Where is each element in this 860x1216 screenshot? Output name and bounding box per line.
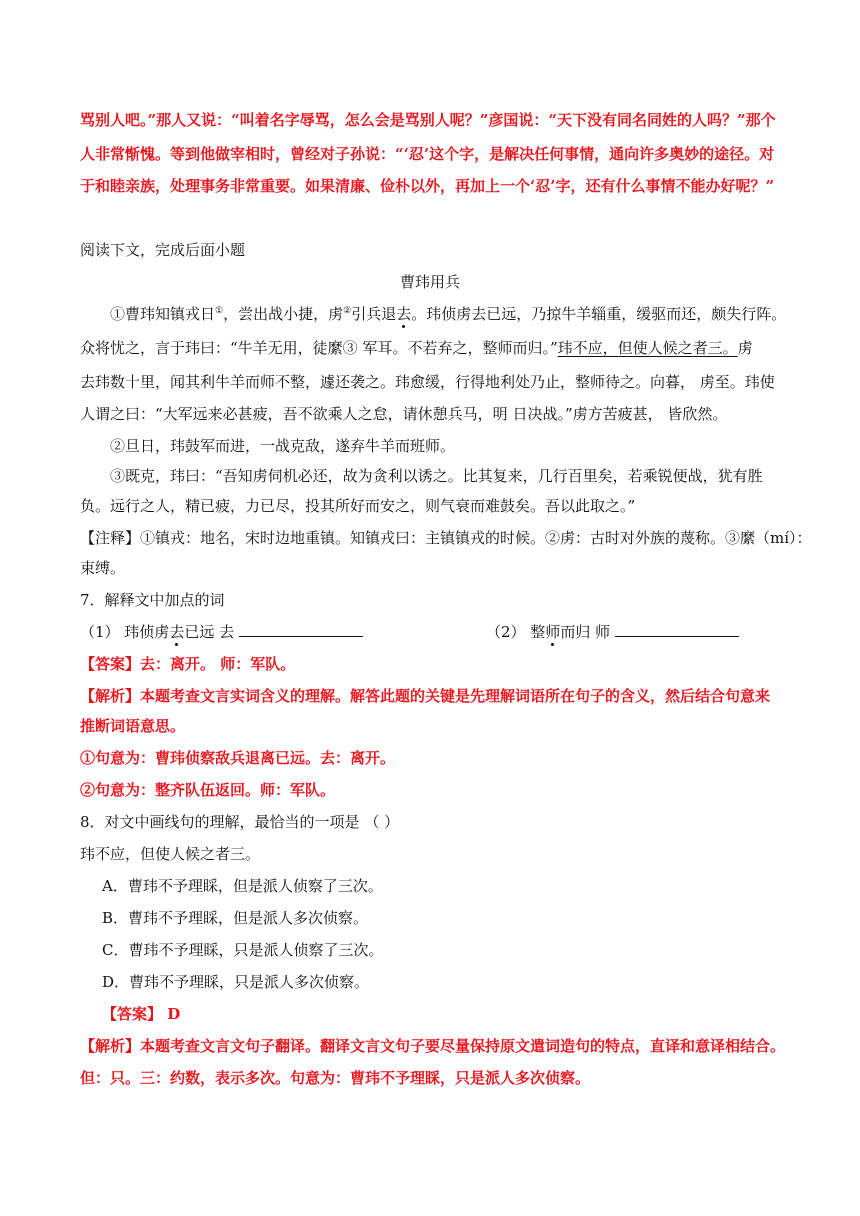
prev-answer-line-3: 于和睦亲族，处理事务非常重要。如果清廉、俭朴以外，再加上一个‘忍’字，还有什么事情不能办好呢？” xyxy=(80,177,775,195)
q7-analysis-line-2: 推断词语意思。 xyxy=(80,717,186,735)
q7-analysis-line-4: ②句意为：整齐队伍返回。师：军队。 xyxy=(80,781,336,799)
q8-answer: 【答案】 D xyxy=(102,1005,181,1023)
q8-sentence: 玮不应，但使人候之者三。 xyxy=(80,845,261,863)
q7-analysis-line-1: 【解析】本题考查文言实词含义的理解。解答此题的关键是先理解词语所在句子的含义，然后结合句意来 xyxy=(80,687,771,705)
prev-answer-line-2: 人非常惭愧。等到他做宰相时，曾经对子孙说：“‘忍’这个字，是解决任何事情，通向许多奥妙的途径。对 xyxy=(80,145,775,163)
q8-analysis-line-1: 【解析】本题考查文言文句子翻译。翻译文言文句子要尽量保持原文遣词造句的特点，直译和意译相结合。 xyxy=(80,1037,786,1055)
q8-option-b[interactable]: B．曹玮不予理睬，但是派人多次侦察。 xyxy=(102,909,369,927)
prev-answer-line-1: 骂别人吧。”那人又说：“叫着名字辱骂，怎么会是骂别人呢？”彦国说：“天下没有同名同姓的人吗？”那个 xyxy=(80,111,776,129)
passage-p1-line-1: ①曹玮知镇戎日①，尝出战小捷，虏②引兵退去。玮侦虏去已远，乃掠牛羊辎重，缓驱而还，颇失行阵。 xyxy=(110,305,787,323)
q7-title: 7．解释文中加点的词 xyxy=(80,591,225,609)
passage-p1-line-2: 众将忧之，言于玮曰：“牛羊无用，徒縻③ 军耳。不若弃之，整师而归。”玮不应，但使人候之者三。虏 xyxy=(80,339,753,357)
q7-item-1: （1） 玮侦虏去已远 去 xyxy=(80,622,363,642)
passage-title: 曹玮用兵 xyxy=(399,273,460,291)
q7-analysis-line-3: ①句意为：曹玮侦察敌兵退离已远。去：离开。 xyxy=(80,749,396,767)
dotted-word-shi-q7: 师 xyxy=(545,623,561,641)
q7-answer: 【答案】去：离开。 师：军队。 xyxy=(80,655,296,673)
dotted-word-qu: 去 xyxy=(396,305,412,323)
q7-item-2: （2） 整师而归 师 xyxy=(486,622,739,642)
instruction: 阅读下文，完成后面小题 xyxy=(80,241,246,259)
q8-title: 8．对文中画线句的理解，最恰当的一项是 （ ） xyxy=(80,813,400,831)
q8-analysis-line-2: 但：只。三：约数，表示多次。句意为：曹玮不予理睬，只是派人多次侦察。 xyxy=(80,1069,591,1087)
answer-blank-1[interactable] xyxy=(239,622,363,637)
passage-p1-line-3: 去玮数十里，闻其利牛羊而师不整，遽还袭之。玮愈缓，行得地利处乃止，整师待之。向暮， 虏至。玮使 xyxy=(80,373,775,391)
passage-p2: ②旦日，玮鼓军而进，一战克敌，遂弃牛羊而班师。 xyxy=(110,437,456,455)
dotted-word-qu-q7: 去 xyxy=(169,623,185,641)
passage-p3-line-1: ③既克，玮曰：“吾知虏伺机必还，故为贪利以诱之。比其复来，几行百里矣，若乘锐便战，犹有胜 xyxy=(110,467,763,485)
passage-p3-line-2: 负。远行之人，精已疲，力已尽，投其所好而安之，则气衰而难鼓矣。吾以此取之。” xyxy=(80,497,636,515)
underlined-sentence: 玮不应，但使人候之者三。 xyxy=(557,339,738,357)
answer-blank-2[interactable] xyxy=(615,622,739,637)
q8-option-d[interactable]: D．曹玮不予理睬，只是派人多次侦察。 xyxy=(102,973,370,991)
q8-option-c[interactable]: C．曹玮不予理睬，只是派人侦察了三次。 xyxy=(102,941,384,959)
note-line-1: 【注释】①镇戎：地名，宋时边地重镇。知镇戎曰：主镇镇戎的时候。②虏：古时对外族的蔑称。③縻（mí）： xyxy=(80,529,812,547)
passage-p1-line-4: 人谓之曰：“大军远来必甚疲，吾不欲乘人之怠，请休憩兵马，明 日决战。”虏方苦疲甚， 皆欣然。 xyxy=(80,405,728,423)
note-line-2: 束缚。 xyxy=(80,559,126,577)
q8-option-a[interactable]: A．曹玮不予理睬，但是派人侦察了三次。 xyxy=(102,877,383,895)
